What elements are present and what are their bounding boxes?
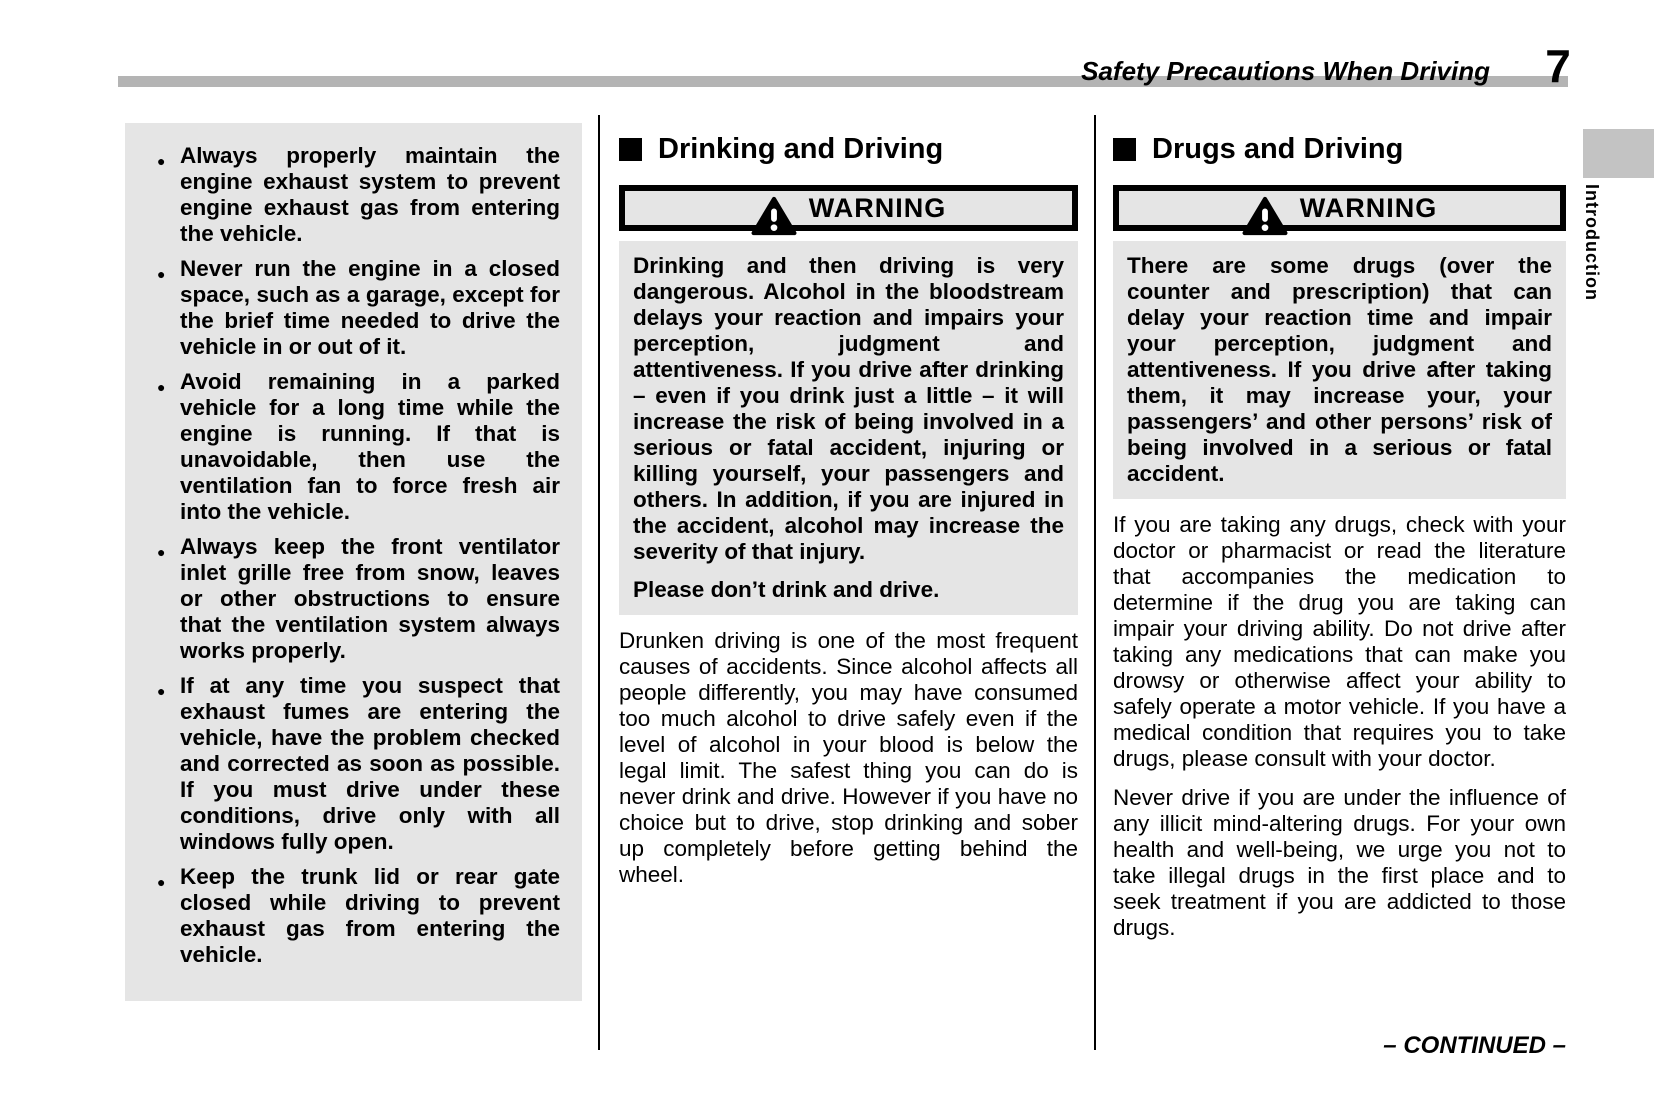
bullet-list — [125, 143, 582, 968]
warning-text-panel — [1113, 241, 1566, 499]
list-item: ● If at any time you suspect that exhaust fumes are entering the vehicle, have the problem checked and corrected as soon as possible. If you must drive under these conditions, drive only with all windows fully open. — [125, 673, 582, 855]
body-paragraph: Drunken driving is one of the most frequent causes of accidents. Since alcohol affects all people differently, you may have consumed too much alcohol to drive safely even if the level of alcohol in your blood is below the legal limit. The safest thing you can do is never drink and drive. However if you have no choice but to drive, stop drinking and sober up completely before getting behind the wheel. — [619, 628, 1078, 887]
list-item: ● Always keep the front ventilator inlet grille free from snow, leaves or other obstructions to ensure that the ventilation system always works properly. — [125, 534, 582, 664]
list-item: ● Keep the trunk lid or rear gate closed while driving to prevent exhaust gas from entering the vehicle. — [125, 864, 582, 968]
chapter-tab-marker — [1583, 129, 1654, 178]
column-divider — [598, 115, 600, 1050]
section-heading — [619, 131, 1078, 167]
section-heading-label: Drinking and Driving — [658, 132, 944, 165]
warning-triangle-icon — [751, 196, 797, 236]
section-drinking-and-driving — [619, 115, 1078, 888]
square-bullet-icon — [1113, 138, 1136, 161]
body-paragraph: If you are taking any drugs, check with your doctor or pharmacist or read the literature that accompanies the medication to determine if the drug you are taking can impair your driving ability. Do not drive after taking any medications that can make you drowsy or otherwise affect your ability to safely operate a motor vehicle. If you have a medical condition that requires you to take drugs, please consult with your doctor. — [1113, 512, 1566, 771]
list-item: ● Avoid remaining in a parked vehicle for a long time while the engine is running. If that is unavoidable, then use the ventilation fan to force fresh air into the vehicle. — [125, 369, 582, 525]
body-paragraph: Never drive if you are under the influence of any illicit mind-altering drugs. For your own health and well-being, we urge you not to take illegal drugs in the first place and to seek treatment if you are addicted to those drugs. — [1113, 785, 1566, 940]
warning-slogan: Please don’t drink and drive. — [633, 577, 940, 602]
section-drugs-and-driving — [1113, 115, 1566, 941]
chapter-tab-label: Introduction — [1582, 184, 1602, 301]
section-heading — [1113, 131, 1566, 167]
warning-label: WARNING — [1299, 192, 1438, 223]
list-item: ● Always properly maintain the engine exhaust system to prevent engine exhaust gas from entering the vehicle. — [125, 143, 582, 247]
exhaust-safety-panel — [125, 123, 582, 1001]
warning-triangle-icon — [1242, 196, 1288, 236]
column-divider — [1094, 115, 1096, 1050]
warning-text-panel — [619, 241, 1078, 615]
continued-marker: – CONTINUED – — [1383, 1032, 1566, 1059]
warning-paragraph: There are some drugs (over the counter and prescription) that can delay your reaction time and impair your perception, judgment and attentiveness. If you drive after taking them, it may increase your, your passengers’ and other persons’ risk of being involved in a serious or fatal accident. — [1127, 253, 1552, 486]
warning-banner — [619, 185, 1078, 231]
warning-label: WARNING — [808, 192, 947, 223]
warning-banner — [1113, 185, 1566, 231]
list-item: ● Never run the engine in a closed space, such as a garage, except for the brief time needed to drive the vehicle in or out of it. — [125, 256, 582, 360]
warning-paragraph: Drinking and then driving is very dangerous. Alcohol in the bloodstream delays your reaction and impairs your perception, judgment and attentiveness. If you drive after drinking – even if you drink just a little – it will increase the risk of being involved in a serious or fatal accident, injuring or killing yourself, your passengers and others. In addition, if you are injured in the accident, alcohol may increase the severity of that injury. — [633, 253, 1064, 564]
section-heading-label: Drugs and Driving — [1152, 132, 1404, 165]
header-section-title: Safety Precautions When Driving — [1081, 56, 1490, 86]
page-number: 7 — [1545, 40, 1571, 92]
square-bullet-icon — [619, 138, 642, 161]
